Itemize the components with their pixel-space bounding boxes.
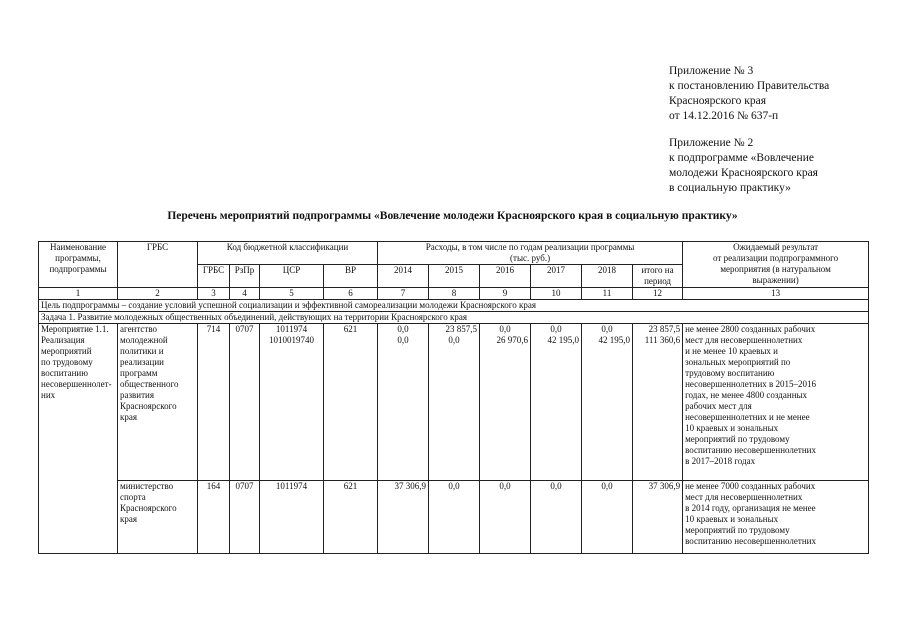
task-text: Задача 1. Развитие молодежных общественных объединений, действующих на территории Красноярского края	[39, 312, 869, 324]
header-2015: 2015	[429, 265, 480, 288]
col-number: 12	[633, 288, 683, 300]
amount-2018: 0,0	[582, 481, 633, 554]
annex-line: Приложение № 3	[669, 65, 754, 77]
header-sub-vr: ВР	[324, 265, 378, 288]
annex-line: от 14.12.2016 № 637-п	[669, 110, 779, 122]
col-number: 1	[39, 288, 118, 300]
header-sub-csr: ЦСР	[260, 265, 324, 288]
amount-2014: 37 306,9	[378, 481, 429, 554]
header-expenses: Расходы, в том числе по годам реализации программы (тыс. руб.)	[378, 242, 683, 265]
header-2018: 2018	[582, 265, 633, 288]
expected-result: не менее 2800 созданных рабочих мест для несовершеннолетних и не менее 10 краевых и зональных мероприятий по трудовому воспитанию несовершеннолетних в 2015–2016 годах, не менее 4800 созданных рабочих мест для несовершеннолетних и не менее 10 краевых и зональных мероприятий по трудовому воспитанию несовершеннолетних в 2017–2018 годах	[683, 324, 869, 481]
annex-line: Приложение № 2	[669, 137, 754, 149]
rzpr-code: 0707	[230, 324, 260, 481]
amount-total: 23 857,5 111 360,6	[633, 324, 683, 481]
col-number: 5	[260, 288, 324, 300]
header-2014: 2014	[378, 265, 429, 288]
grbs-name: министерство спорта Красноярского края	[118, 481, 198, 554]
col-number: 6	[324, 288, 378, 300]
annex-line: к постановлению Правительства	[669, 80, 830, 92]
expected-result: не менее 7000 созданных рабочих мест для несовершеннолетних в 2014 году, организация не менее 10 краевых и зональных мероприятий по трудовому воспитанию несовершеннолетних	[683, 481, 869, 554]
col-number: 7	[378, 288, 429, 300]
goal-text: Цель подпрограммы – создание условий успешной социализации и эффективной самореализации молодежи Красноярского края	[39, 300, 869, 312]
event-name: Мероприятие 1.1. Реализация мероприятий по трудовому воспитанию несовершеннолет- них	[39, 324, 118, 554]
grbs-name: агентство молодежной политики и реализации программ общественного развития Красноярского края	[118, 324, 198, 481]
column-number-row	[39, 288, 869, 300]
col-number: 9	[480, 288, 531, 300]
vr-code: 621	[324, 324, 378, 481]
events-table	[38, 241, 869, 554]
amount-2018: 0,0 42 195,0	[582, 324, 633, 481]
annex-2-block	[669, 136, 818, 196]
header-total: итого на период	[633, 265, 683, 288]
col-number: 13	[683, 288, 869, 300]
header-sub-rzpr: РзПр	[230, 265, 260, 288]
col-number: 3	[198, 288, 230, 300]
event-row-1	[39, 324, 869, 481]
annex-line: Красноярского края	[669, 95, 766, 107]
grbs-code: 164	[198, 481, 230, 554]
annex-line: в социальную практику»	[669, 182, 791, 194]
amount-total: 37 306,9	[633, 481, 683, 554]
rzpr-code: 0707	[230, 481, 260, 554]
amount-2014: 0,0 0,0	[378, 324, 429, 481]
vr-code: 621	[324, 481, 378, 554]
amount-2017: 0,0	[531, 481, 582, 554]
amount-2015: 0,0	[429, 481, 480, 554]
header-result: Ожидаемый результат от реализации подпрограммного мероприятия (в натуральном выражении)	[683, 242, 869, 288]
annex-line: к подпрограмме «Вовлечение	[669, 152, 814, 164]
amount-2016: 0,0	[480, 481, 531, 554]
header-name: Наименование программы, подпрограммы	[39, 242, 118, 288]
header-row-1	[39, 242, 869, 265]
header-budget-code: Код бюджетной классификации	[198, 242, 378, 265]
header-2016: 2016	[480, 265, 531, 288]
event-row-2	[39, 481, 869, 554]
csr-code: 1011974	[260, 481, 324, 554]
col-number: 11	[582, 288, 633, 300]
task-row	[39, 312, 869, 324]
csr-code: 1011974 1010019740	[260, 324, 324, 481]
header-grbs: ГРБС	[118, 242, 198, 288]
col-number: 2	[118, 288, 198, 300]
document-title: Перечень мероприятий подпрограммы «Вовлечение молодежи Красноярского края в социальную практику»	[167, 210, 738, 222]
grbs-code: 714	[198, 324, 230, 481]
col-number: 8	[429, 288, 480, 300]
header-2017: 2017	[531, 265, 582, 288]
goal-row	[39, 300, 869, 312]
col-number: 4	[230, 288, 260, 300]
header-sub-grbs: ГРБС	[198, 265, 230, 288]
annex-3-block	[669, 64, 829, 124]
amount-2017: 0,0 42 195,0	[531, 324, 582, 481]
col-number: 10	[531, 288, 582, 300]
annex-line: молодежи Красноярского края	[669, 167, 818, 179]
amount-2015: 23 857,5 0,0	[429, 324, 480, 481]
amount-2016: 0,0 26 970,6	[480, 324, 531, 481]
